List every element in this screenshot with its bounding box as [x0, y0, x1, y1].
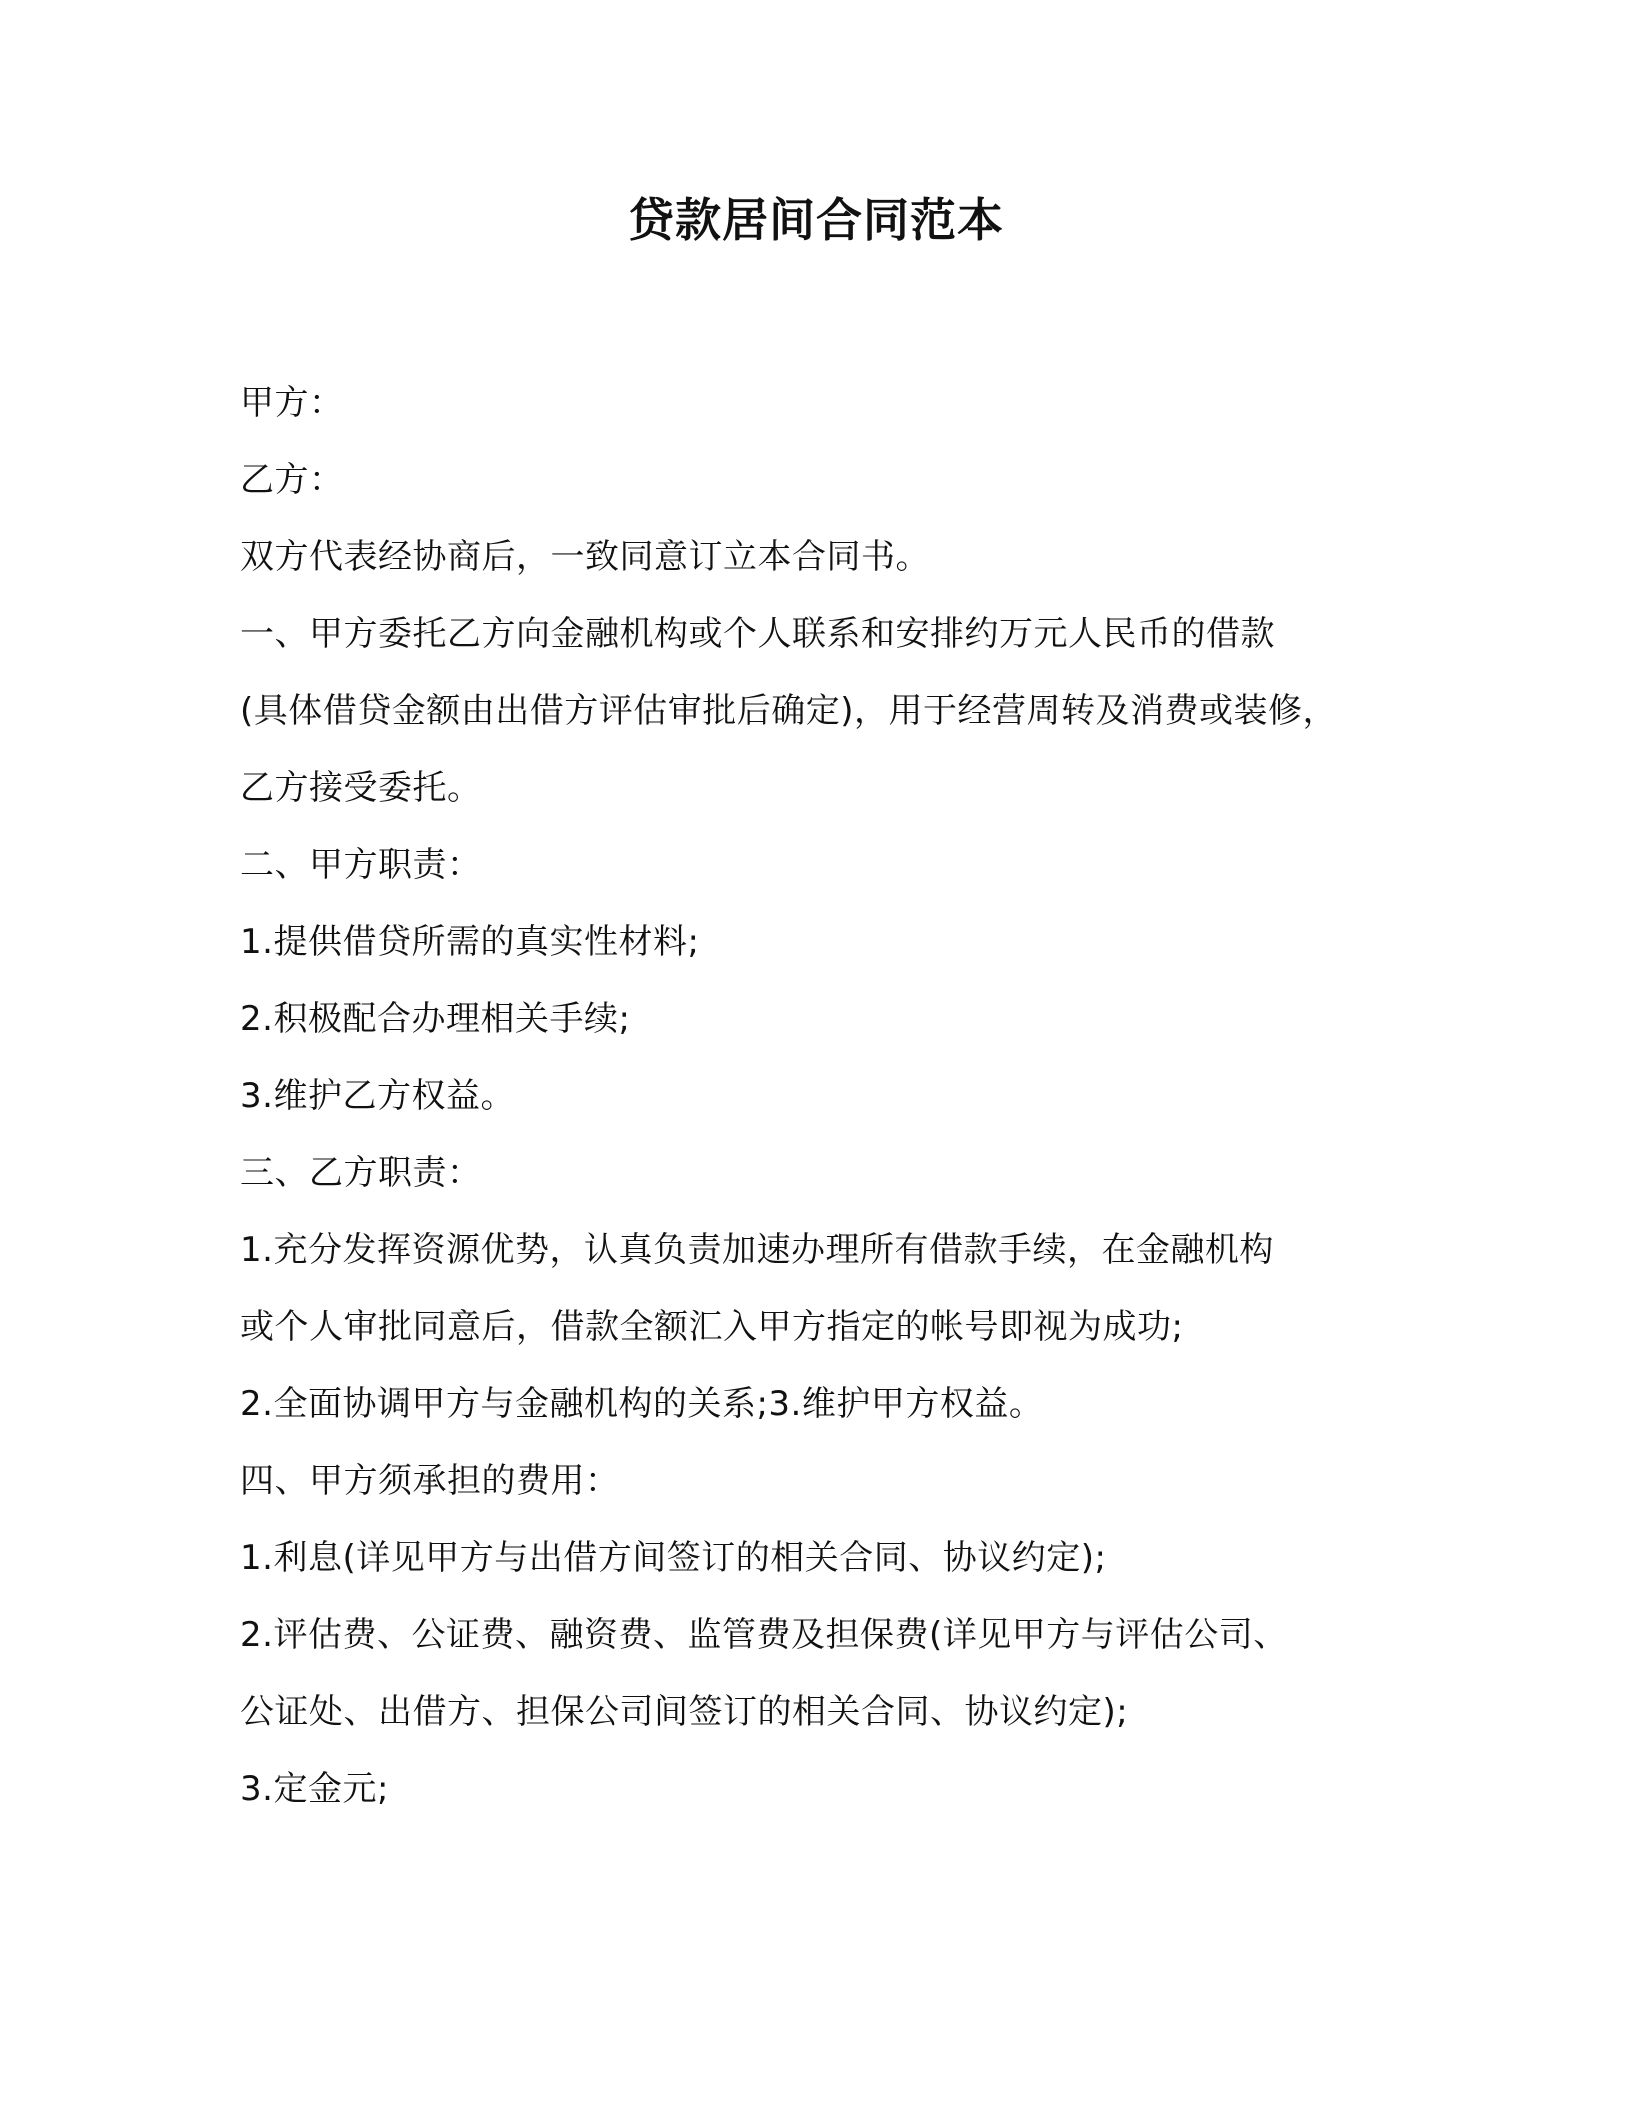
section-4-item-3: 3.定金元; — [240, 1769, 389, 1809]
clause-1-line-2: (具体借贷金额由出借方评估审批后确定)，用于经营周转及消费或装修， — [240, 691, 1338, 731]
section-2-item-3: 3.维护乙方权益。 — [240, 1076, 515, 1116]
section-3-items-2-3: 2.全面协调甲方与金融机构的关系;3.维护甲方权益。 — [240, 1384, 1044, 1424]
section-3-heading: 三、乙方职责： — [240, 1153, 482, 1193]
section-4-item-1: 1.利息(详见甲方与出借方间签订的相关合同、协议约定); — [240, 1538, 1107, 1578]
document-body — [240, 365, 1420, 1828]
party-a-line: 甲方： — [240, 383, 344, 423]
clause-1-line-3: 乙方接受委托。 — [240, 768, 482, 808]
section-2-heading: 二、甲方职责： — [240, 845, 482, 885]
section-4-heading: 四、甲方须承担的费用： — [240, 1461, 620, 1501]
party-b-line: 乙方： — [240, 460, 344, 500]
section-3-item-1-line-1: 1.充分发挥资源优势，认真负责加速办理所有借款手续，在金融机构 — [240, 1230, 1274, 1270]
section-4-item-2-line-1: 2.评估费、公证费、融资费、监管费及担保费(详见甲方与评估公司、 — [240, 1615, 1288, 1655]
document-title: 贷款居间合同范本 — [628, 193, 1004, 247]
clause-1-line-1: 一、甲方委托乙方向金融机构或个人联系和安排约万元人民币的借款 — [240, 614, 1275, 654]
agreement-intro-line: 双方代表经协商后，一致同意订立本合同书。 — [240, 537, 930, 577]
section-2-item-2: 2.积极配合办理相关手续; — [240, 999, 631, 1039]
section-4-item-2-line-2: 公证处、出借方、担保公司间签订的相关合同、协议约定); — [240, 1692, 1129, 1732]
section-3-item-1-line-2: 或个人审批同意后，借款全额汇入甲方指定的帐号即视为成功; — [240, 1307, 1184, 1347]
section-2-item-1: 1.提供借贷所需的真实性材料; — [240, 922, 700, 962]
